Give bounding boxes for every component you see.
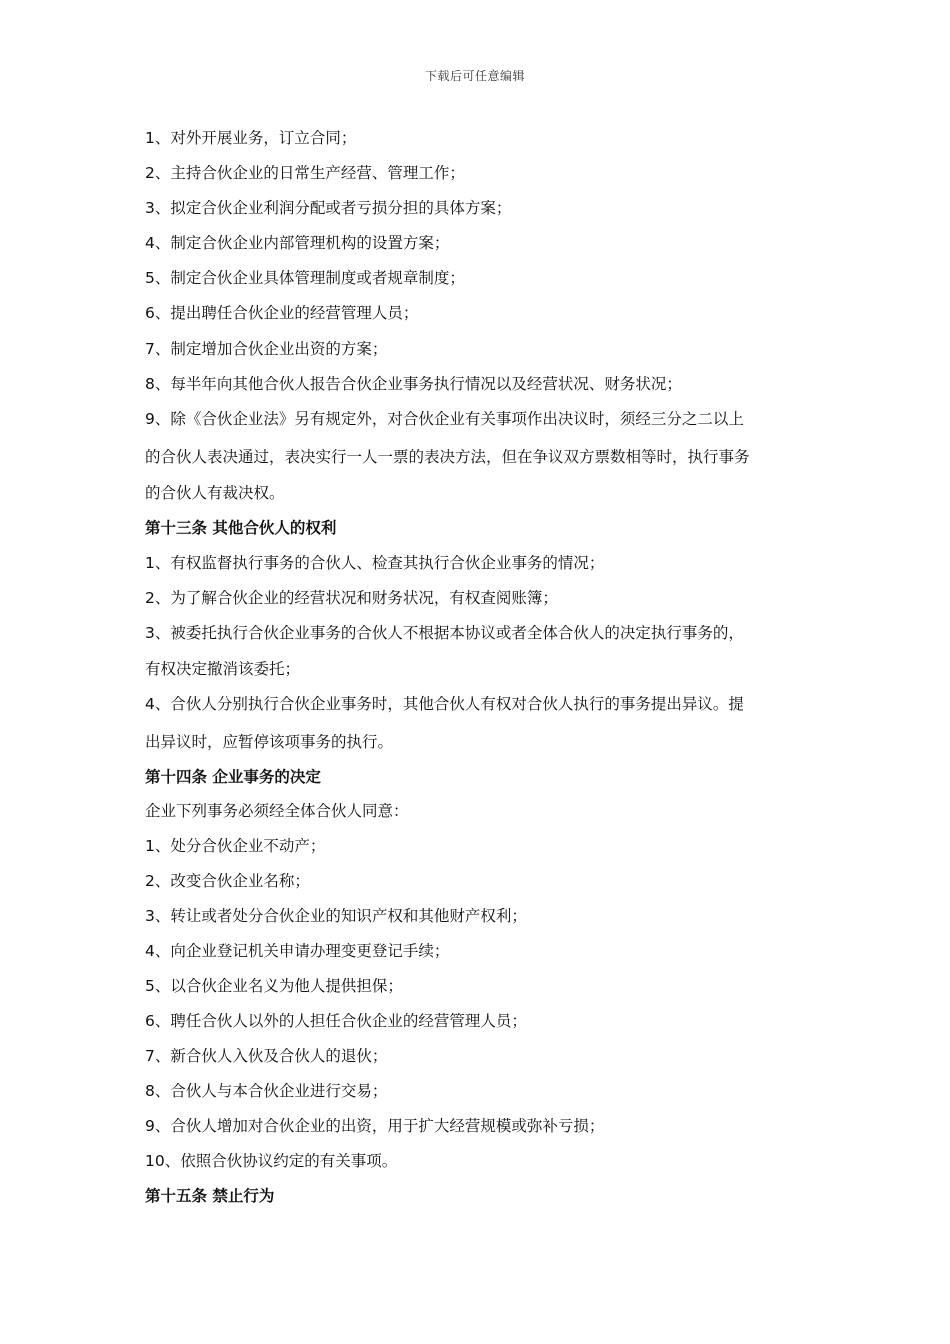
list-item: 2、为了解合伙企业的经营状况和财务状况，有权查阅账簿； [145, 589, 558, 607]
list-item: 9、除《合伙企业法》另有规定外，对合伙企业有关事项作出决议时，须经三分之二以上 [145, 410, 744, 428]
list-item: 3、拟定合伙企业利润分配或者亏损分担的具体方案； [145, 199, 512, 217]
list-item: 5、以合伙企业名义为他人提供担保； [145, 977, 403, 995]
list-item: 1、对外开展业务，订立合同； [145, 129, 357, 147]
list-item: 5、制定合伙企业具体管理制度或者规章制度； [145, 269, 465, 287]
list-item: 1、处分合伙企业不动产； [145, 837, 326, 855]
list-item: 9、合伙人增加对合伙企业的出资，用于扩大经营规模或弥补亏损； [145, 1117, 605, 1135]
list-item: 4、向企业登记机关申请办理变更登记手续； [145, 942, 450, 960]
list-item: 6、提出聘任合伙企业的经营管理人员； [145, 304, 419, 322]
list-item: 3、被委托执行合伙企业事务的合伙人不根据本协议或者全体合伙人的决定执行事务的， [145, 624, 744, 642]
list-item-continuation: 有权决定撤消该委托； [145, 660, 301, 678]
list-item-continuation: 出异议时，应暂停该项事务的执行。 [145, 733, 394, 751]
list-item: 7、制定增加合伙企业出资的方案； [145, 340, 388, 358]
list-item: 4、合伙人分别执行合伙企业事务时，其他合伙人有权对合伙人执行的事务提出异议。提 [145, 695, 744, 713]
list-item: 8、合伙人与本合伙企业进行交易； [145, 1082, 388, 1100]
section-heading: 第十三条 其他合伙人的权利 [145, 519, 337, 537]
list-item: 6、聘任合伙人以外的人担任合伙企业的经营管理人员； [145, 1012, 527, 1030]
list-item: 8、每半年向其他合伙人报告合伙企业事务执行情况以及经营状况、财务状况； [145, 375, 682, 393]
list-item: 4、制定合伙企业内部管理机构的设置方案； [145, 234, 450, 252]
section-heading: 第十四条 企业事务的决定 [145, 768, 321, 786]
paragraph: 企业下列事务必须经全体合伙人同意： [145, 802, 409, 820]
list-item: 2、主持合伙企业的日常生产经营、管理工作； [145, 164, 465, 182]
list-item-continuation: 的合伙人有裁决权。 [145, 484, 285, 502]
list-item: 7、新合伙人入伙及合伙人的退伙； [145, 1047, 388, 1065]
list-item-continuation: 的合伙人表决通过，表决实行一人一票的表决方法，但在争议双方票数相等时，执行事务 [145, 448, 750, 466]
list-item: 1、有权监督执行事务的合伙人、检查其执行合伙企业事务的情况； [145, 554, 605, 572]
list-item: 2、改变合伙企业名称； [145, 872, 310, 890]
page-header: 下载后可任意编辑 [424, 69, 525, 83]
list-item: 10、依照合伙协议约定的有关事项。 [145, 1152, 398, 1170]
list-item: 3、转让或者处分合伙企业的知识产权和其他财产权利； [145, 907, 527, 925]
section-heading: 第十五条 禁止行为 [145, 1187, 275, 1205]
